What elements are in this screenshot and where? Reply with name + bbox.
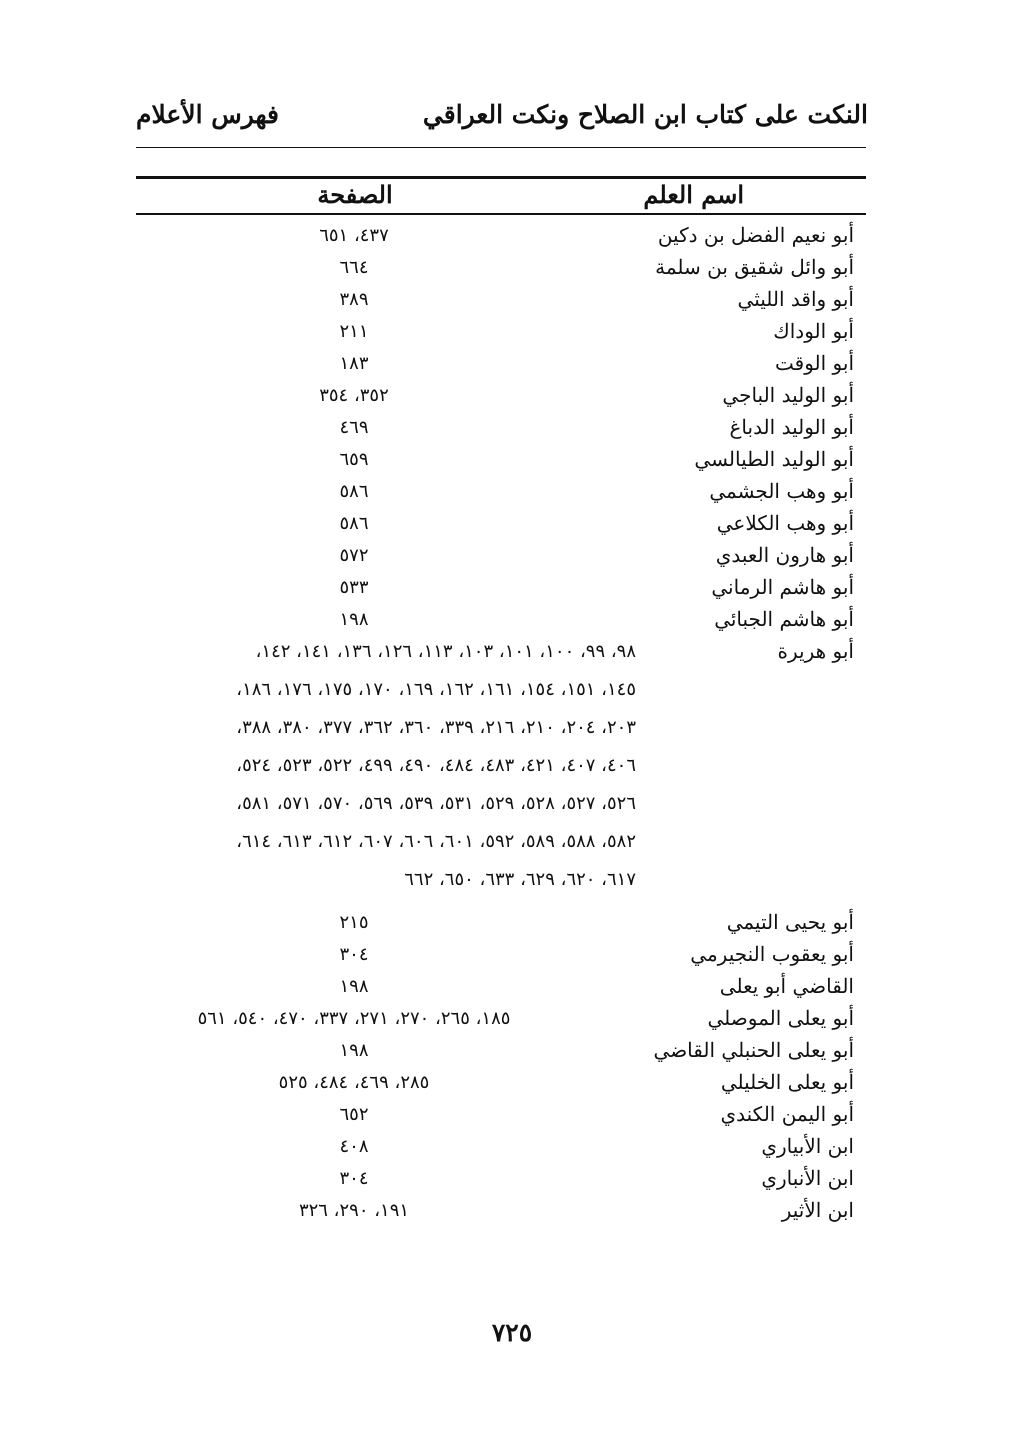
entry-pages: ٥٨٦: [339, 513, 369, 534]
index-row: [134, 318, 854, 345]
entry-name: أبو الوقت: [775, 351, 854, 375]
entry-pages: ٥٨٦: [339, 481, 369, 502]
pages-line: ١٤٥، ١٥١، ١٥٤، ١٦١، ١٦٢، ١٦٩، ١٧٠، ١٧٥، ١٧٦، ١٨٦،: [236, 679, 636, 700]
index-entries: [134, 222, 854, 1229]
entry-name: أبو هاشم الجبائي: [714, 607, 854, 631]
column-header-name: اسم العلم: [643, 180, 744, 209]
entry-name: ابن الأنباري: [761, 1166, 854, 1190]
index-row-abu-hurayra: [134, 638, 854, 904]
index-row: [134, 1197, 854, 1224]
pages-line: ٦١٧، ٦٢٠، ٦٢٩، ٦٣٣، ٦٥٠، ٦٦٢: [404, 869, 636, 890]
index-row: [134, 941, 854, 968]
entry-pages: ٤٠٨: [339, 1136, 369, 1157]
entry-pages: ٦٦٤: [339, 257, 369, 278]
index-row: [134, 510, 854, 537]
entry-name: أبو الوليد الطيالسي: [694, 447, 854, 471]
index-row: [134, 606, 854, 633]
index-row: [134, 909, 854, 936]
entry-name: أبو هاشم الرماني: [711, 575, 854, 599]
index-row: [134, 414, 854, 441]
entry-name: أبو وهب الجشمي: [709, 479, 854, 503]
entry-pages: ٢٨٥، ٤٦٩، ٤٨٤، ٥٢٥: [278, 1072, 430, 1093]
entry-pages-multiline: [134, 638, 664, 904]
entry-name: أبو الوليد الدباغ: [729, 415, 854, 439]
index-row: [134, 574, 854, 601]
index-row: [134, 1037, 854, 1064]
index-row: [134, 478, 854, 505]
index-row: [134, 973, 854, 1000]
entry-pages: ٣٠٤: [339, 1168, 369, 1189]
entry-pages: ٣٠٤: [339, 944, 369, 965]
entry-name: أبو هارون العبدي: [715, 543, 854, 567]
index-row: [134, 1165, 854, 1192]
entry-name: أبو يعلى الخليلي: [720, 1070, 854, 1094]
entry-name: أبو وائل شقيق بن سلمة: [655, 255, 854, 279]
entry-pages: ٣٨٩: [339, 289, 369, 310]
index-row: [134, 1101, 854, 1128]
pages-line: ٩٨، ٩٩، ١٠٠، ١٠١، ١٠٣، ١١٣، ١٢٦، ١٣٦، ١٤١، ١٤٢،: [255, 641, 636, 662]
entry-name: أبو اليمن الكندي: [720, 1102, 854, 1126]
running-header-section-title: فهرس الأعلام: [136, 100, 280, 129]
entry-pages: ٦٥٢: [339, 1104, 369, 1125]
entry-pages: ٦٥٩: [339, 449, 369, 470]
entry-pages: ٥٧٢: [339, 545, 369, 566]
index-row: [134, 1133, 854, 1160]
entry-pages: ٢١١: [339, 321, 369, 342]
index-row: [134, 286, 854, 313]
entry-pages: ٤٣٧، ٦٥١: [319, 225, 389, 246]
entry-pages: ٥٣٣: [339, 577, 369, 598]
header-divider: [136, 147, 866, 148]
index-row: [134, 1069, 854, 1096]
entry-name: ابن الأبياري: [761, 1134, 854, 1158]
entry-name: أبو وهب الكلاعي: [716, 511, 854, 535]
entry-name: أبو الوليد الباجي: [722, 383, 854, 407]
entry-name: أبو الوداك: [773, 319, 854, 343]
entry-pages: ١٩٨: [339, 976, 369, 997]
entry-pages: ٢١٥: [339, 912, 369, 933]
index-row: [134, 254, 854, 281]
entry-name: أبو نعيم الفضل بن دكين: [657, 223, 854, 247]
index-row: [134, 1005, 854, 1032]
pages-line: ٤٠٦، ٤٠٧، ٤٢١، ٤٨٣، ٤٨٤، ٤٩٠، ٤٩٩، ٥٢٢، ٥٢٣، ٥٢٤،: [236, 755, 636, 776]
entry-pages: ١٩١، ٢٩٠، ٣٢٦: [298, 1200, 410, 1221]
entry-name: أبو يعلى الحنبلي القاضي: [653, 1038, 854, 1062]
index-row: [134, 222, 854, 249]
entry-name: القاضي أبو يعلى: [719, 974, 854, 998]
entry-name: ابن الأثير: [781, 1198, 854, 1222]
index-row: [134, 382, 854, 409]
entry-pages: ١٩٨: [339, 609, 369, 630]
pages-line: ٥٨٢، ٥٨٨، ٥٨٩، ٥٩٢، ٦٠١، ٦٠٦، ٦٠٧، ٦١٢، ٦١٣، ٦١٤،: [236, 831, 636, 852]
entry-name: أبو يحيى التيمي: [726, 910, 854, 934]
entry-name: أبو واقد الليثي: [737, 287, 854, 311]
column-header-page: الصفحة: [317, 180, 393, 209]
entry-name: أبو يعلى الموصلي: [707, 1006, 854, 1030]
entry-pages: ٤٦٩: [339, 417, 369, 438]
pages-line: ٢٠٣، ٢٠٤، ٢١٠، ٢١٦، ٣٣٩، ٣٦٠، ٣٦٢، ٣٧٧، ٣٨٠، ٣٨٨،: [236, 717, 636, 738]
entry-pages: ١٨٥، ٢٦٥، ٢٧٠، ٢٧١، ٣٣٧، ٤٧٠، ٥٤٠، ٥٦١: [197, 1008, 511, 1029]
index-row: [134, 350, 854, 377]
pages-line: ٥٢٦، ٥٢٧، ٥٢٨، ٥٢٩، ٥٣١، ٥٣٩، ٥٦٩، ٥٧٠، ٥٧١، ٥٨١،: [236, 793, 636, 814]
entry-name: أبو هريرة: [777, 639, 854, 663]
entry-pages: ١٨٣: [339, 353, 369, 374]
index-row: [134, 446, 854, 473]
page-number: ٧٢٥: [491, 1318, 533, 1347]
entry-pages: ١٩٨: [339, 1040, 369, 1061]
running-header-book-title: النكت على كتاب ابن الصلاح ونكت العراقي: [422, 100, 868, 129]
entry-name: أبو يعقوب النجيرمي: [690, 942, 854, 966]
index-row: [134, 542, 854, 569]
table-top-rule: [136, 176, 866, 179]
table-header-rule: [136, 213, 866, 215]
entry-pages: ٣٥٢، ٣٥٤: [319, 385, 389, 406]
